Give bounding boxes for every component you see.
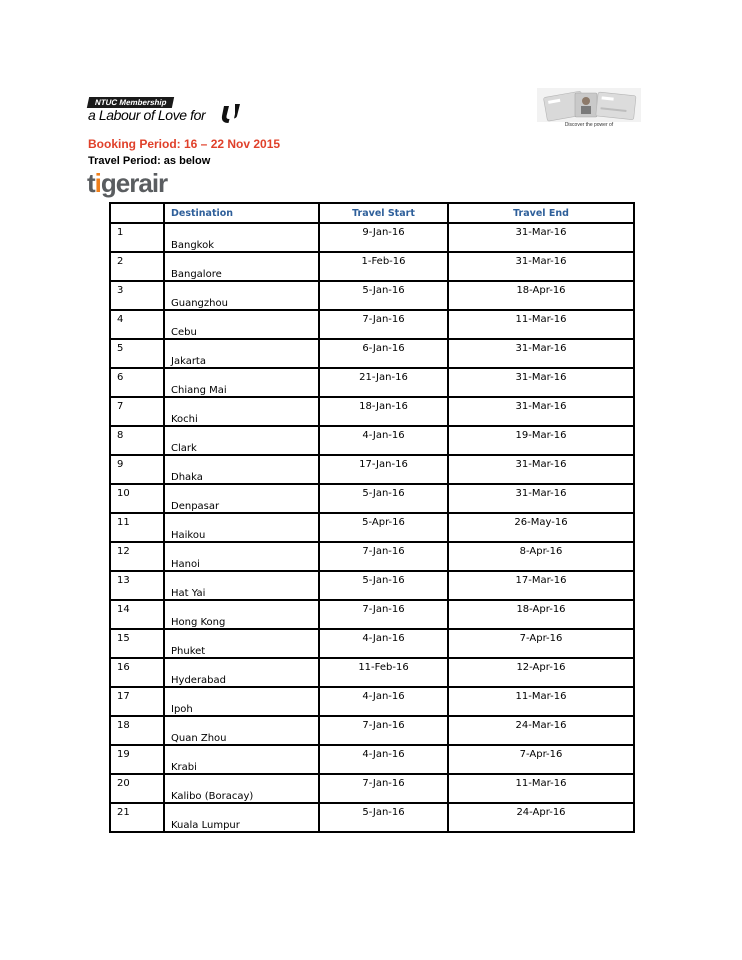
tigerair-logo-i: i <box>94 168 101 198</box>
row-destination: Kuala Lumpur <box>171 820 240 831</box>
row-travel-start: 5-Apr-16 <box>362 517 405 528</box>
row-destination-cell <box>164 803 319 832</box>
row-travel-start: 4-Jan-16 <box>362 691 405 702</box>
row-travel-end: 31-Mar-16 <box>515 488 567 499</box>
table-row <box>110 716 634 745</box>
row-travel-start-cell <box>319 223 448 252</box>
row-number-cell <box>110 774 164 803</box>
row-travel-start: 7-Jan-16 <box>362 314 405 325</box>
row-travel-end: 24-Apr-16 <box>516 807 566 818</box>
row-destination-cell <box>164 513 319 542</box>
row-number: 14 <box>117 604 130 615</box>
row-destination-cell <box>164 252 319 281</box>
row-number: 2 <box>117 256 124 267</box>
table-row <box>110 571 634 600</box>
row-number-cell <box>110 339 164 368</box>
row-travel-start: 11-Feb-16 <box>358 662 409 673</box>
row-number-cell <box>110 368 164 397</box>
row-number: 19 <box>117 749 130 760</box>
table-row <box>110 658 634 687</box>
row-travel-end: 7-Apr-16 <box>519 749 563 760</box>
row-number-cell <box>110 223 164 252</box>
row-travel-start-cell <box>319 339 448 368</box>
row-travel-start-cell <box>319 281 448 310</box>
row-number-cell <box>110 252 164 281</box>
row-travel-start-cell <box>319 368 448 397</box>
row-travel-end: 11-Mar-16 <box>515 314 567 325</box>
row-travel-end-cell <box>448 629 634 658</box>
row-travel-start-cell <box>319 426 448 455</box>
table-row <box>110 484 634 513</box>
row-number: 15 <box>117 633 130 644</box>
row-travel-start-cell <box>319 397 448 426</box>
tigerair-logo-prefix: t <box>87 168 95 198</box>
row-travel-start: 4-Jan-16 <box>362 633 405 644</box>
row-destination: Ipoh <box>171 704 193 715</box>
table-row <box>110 513 634 542</box>
row-travel-start: 5-Jan-16 <box>362 488 405 499</box>
row-destination-cell <box>164 774 319 803</box>
row-travel-start-cell <box>319 571 448 600</box>
row-number-cell <box>110 600 164 629</box>
row-travel-start: 1-Feb-16 <box>361 256 406 267</box>
row-travel-start: 4-Jan-16 <box>362 749 405 760</box>
row-travel-start: 4-Jan-16 <box>362 430 405 441</box>
row-travel-end: 26-May-16 <box>514 517 568 528</box>
row-number-cell <box>110 629 164 658</box>
row-number: 12 <box>117 546 130 557</box>
row-number: 16 <box>117 662 130 673</box>
row-destination-cell <box>164 426 319 455</box>
row-travel-start: 7-Jan-16 <box>362 546 405 557</box>
row-travel-start: 7-Jan-16 <box>362 778 405 789</box>
row-number: 7 <box>117 401 124 412</box>
row-destination-cell <box>164 368 319 397</box>
row-travel-end: 11-Mar-16 <box>515 778 567 789</box>
row-destination: Kochi <box>171 414 198 425</box>
table-row <box>110 687 634 716</box>
card-promo-caption: Discover the power of <box>564 122 614 128</box>
row-number: 11 <box>117 517 130 528</box>
table-row <box>110 223 634 252</box>
row-travel-end-cell <box>448 658 634 687</box>
row-number: 8 <box>117 430 124 441</box>
booking-period: Booking Period: 16 – 22 Nov 2015 <box>88 137 281 151</box>
row-number: 5 <box>117 343 124 354</box>
row-travel-end: 17-Mar-16 <box>515 575 567 586</box>
row-number: 17 <box>117 691 130 702</box>
row-number-cell <box>110 426 164 455</box>
table-row <box>110 339 634 368</box>
row-travel-end-cell <box>448 774 634 803</box>
row-travel-start-cell <box>319 252 448 281</box>
row-travel-start-cell <box>319 484 448 513</box>
table-row <box>110 281 634 310</box>
row-travel-end: 12-Apr-16 <box>516 662 566 673</box>
row-travel-start: 17-Jan-16 <box>359 459 408 470</box>
row-destination-cell <box>164 455 319 484</box>
row-travel-end: 18-Apr-16 <box>516 604 566 615</box>
row-destination: Guangzhou <box>171 298 228 309</box>
row-travel-end-cell <box>448 484 634 513</box>
row-travel-end: 31-Mar-16 <box>515 372 567 383</box>
row-travel-end-cell <box>448 426 634 455</box>
row-number-cell <box>110 281 164 310</box>
row-destination-cell <box>164 629 319 658</box>
row-number-cell <box>110 716 164 745</box>
table-row <box>110 600 634 629</box>
row-number: 4 <box>117 314 124 325</box>
row-travel-end-cell <box>448 281 634 310</box>
row-destination-cell <box>164 484 319 513</box>
row-travel-end: 11-Mar-16 <box>515 691 567 702</box>
row-number: 6 <box>117 372 124 383</box>
row-number: 1 <box>117 227 124 238</box>
row-destination: Hanoi <box>171 559 200 570</box>
row-number-cell <box>110 455 164 484</box>
row-travel-end: 31-Mar-16 <box>515 256 567 267</box>
row-travel-start-cell <box>319 687 448 716</box>
row-travel-end: 18-Apr-16 <box>516 285 566 296</box>
row-destination: Cebu <box>171 327 197 338</box>
row-travel-start: 5-Jan-16 <box>362 807 405 818</box>
ntuc-membership-logo <box>88 97 258 127</box>
destinations-table <box>109 202 635 833</box>
row-number: 18 <box>117 720 130 731</box>
row-travel-end: 31-Mar-16 <box>515 401 567 412</box>
table-row <box>110 774 634 803</box>
row-travel-end-cell <box>448 368 634 397</box>
table-row <box>110 426 634 455</box>
row-destination: Kalibo (Boracay) <box>171 791 254 802</box>
row-travel-start-cell <box>319 629 448 658</box>
row-travel-end: 31-Mar-16 <box>515 227 567 238</box>
row-travel-end-cell <box>448 803 634 832</box>
row-destination: Clark <box>171 443 197 454</box>
table-body <box>110 223 634 832</box>
row-travel-start-cell <box>319 774 448 803</box>
header-travel-start: Travel Start <box>319 203 448 223</box>
row-destination: Bangalore <box>171 269 222 280</box>
row-number-cell <box>110 658 164 687</box>
row-number-cell <box>110 803 164 832</box>
row-travel-end-cell <box>448 339 634 368</box>
row-number: 13 <box>117 575 130 586</box>
row-travel-end: 31-Mar-16 <box>515 459 567 470</box>
travel-period: Travel Period: as below <box>88 155 211 167</box>
header-destination: Destination <box>164 203 319 223</box>
row-destination-cell <box>164 223 319 252</box>
row-destination-cell <box>164 687 319 716</box>
row-travel-start-cell <box>319 600 448 629</box>
row-destination: Dhaka <box>171 472 203 483</box>
row-number-cell <box>110 513 164 542</box>
row-travel-start: 7-Jan-16 <box>362 720 405 731</box>
row-destination-cell <box>164 339 319 368</box>
row-destination: Phuket <box>171 646 206 657</box>
row-number-cell <box>110 542 164 571</box>
table-row <box>110 803 634 832</box>
row-number-cell <box>110 310 164 339</box>
row-travel-start-cell <box>319 310 448 339</box>
row-destination-cell <box>164 716 319 745</box>
row-number-cell <box>110 745 164 774</box>
membership-cards-icon <box>537 88 641 122</box>
table-row <box>110 310 634 339</box>
row-travel-end: 8-Apr-16 <box>519 546 563 557</box>
tigerair-logo <box>87 168 167 198</box>
table-row <box>110 629 634 658</box>
row-number: 10 <box>117 488 130 499</box>
table-row <box>110 745 634 774</box>
row-travel-start: 6-Jan-16 <box>362 343 405 354</box>
row-travel-end: 31-Mar-16 <box>515 343 567 354</box>
row-destination-cell <box>164 658 319 687</box>
row-destination-cell <box>164 310 319 339</box>
row-destination-cell <box>164 542 319 571</box>
row-destination: Hyderabad <box>171 675 226 686</box>
row-number: 3 <box>117 285 124 296</box>
row-number-cell <box>110 687 164 716</box>
row-destination: Hong Kong <box>171 617 226 628</box>
row-travel-end-cell <box>448 745 634 774</box>
row-destination: Chiang Mai <box>171 385 227 396</box>
row-number-cell <box>110 397 164 426</box>
header-number <box>110 203 164 223</box>
row-travel-start-cell <box>319 542 448 571</box>
row-travel-end-cell <box>448 571 634 600</box>
table-row <box>110 542 634 571</box>
row-travel-start: 5-Jan-16 <box>362 285 405 296</box>
row-travel-start-cell <box>319 455 448 484</box>
row-travel-end: 7-Apr-16 <box>519 633 563 644</box>
row-travel-end-cell <box>448 455 634 484</box>
row-travel-start-cell <box>319 658 448 687</box>
row-number-cell <box>110 484 164 513</box>
row-destination: Hat Yai <box>171 588 206 599</box>
row-number-cell <box>110 571 164 600</box>
row-travel-start-cell <box>319 803 448 832</box>
row-destination: Bangkok <box>171 240 215 251</box>
row-destination: Haikou <box>171 530 206 541</box>
table-row <box>110 368 634 397</box>
row-number: 21 <box>117 807 130 818</box>
row-destination-cell <box>164 397 319 426</box>
row-travel-start: 5-Jan-16 <box>362 575 405 586</box>
row-travel-start-cell <box>319 513 448 542</box>
table-row <box>110 252 634 281</box>
table-header-row <box>110 203 634 223</box>
ntuc-membership-badge: NTUC Membership <box>87 97 174 108</box>
row-travel-end-cell <box>448 252 634 281</box>
row-destination: Quan Zhou <box>171 733 227 744</box>
table-row <box>110 397 634 426</box>
row-destination-cell <box>164 571 319 600</box>
row-travel-end-cell <box>448 716 634 745</box>
row-number: 20 <box>117 778 130 789</box>
header-travel-end: Travel End <box>448 203 634 223</box>
row-destination: Denpasar <box>171 501 220 512</box>
row-number: 9 <box>117 459 124 470</box>
row-travel-start-cell <box>319 716 448 745</box>
row-destination: Krabi <box>171 762 197 773</box>
row-destination: Jakarta <box>171 356 206 367</box>
row-travel-end-cell <box>448 600 634 629</box>
row-destination-cell <box>164 600 319 629</box>
row-destination-cell <box>164 281 319 310</box>
row-travel-start: 21-Jan-16 <box>359 372 408 383</box>
tigerair-logo-suffix: gerair <box>100 168 168 198</box>
row-travel-end-cell <box>448 687 634 716</box>
row-travel-end-cell <box>448 542 634 571</box>
row-travel-end-cell <box>448 513 634 542</box>
table-row <box>110 455 634 484</box>
row-travel-end-cell <box>448 397 634 426</box>
row-travel-start-cell <box>319 745 448 774</box>
row-travel-start: 9-Jan-16 <box>362 227 405 238</box>
ntuc-tagline: a Labour of Love for <box>88 107 206 123</box>
row-travel-start: 18-Jan-16 <box>359 401 408 412</box>
row-destination-cell <box>164 745 319 774</box>
u-logo-icon <box>221 102 243 124</box>
row-travel-start: 7-Jan-16 <box>362 604 405 615</box>
card-promo-banner <box>537 88 641 131</box>
row-travel-end: 19-Mar-16 <box>515 430 567 441</box>
row-travel-end-cell <box>448 223 634 252</box>
row-travel-end: 24-Mar-16 <box>515 720 567 731</box>
row-travel-end-cell <box>448 310 634 339</box>
